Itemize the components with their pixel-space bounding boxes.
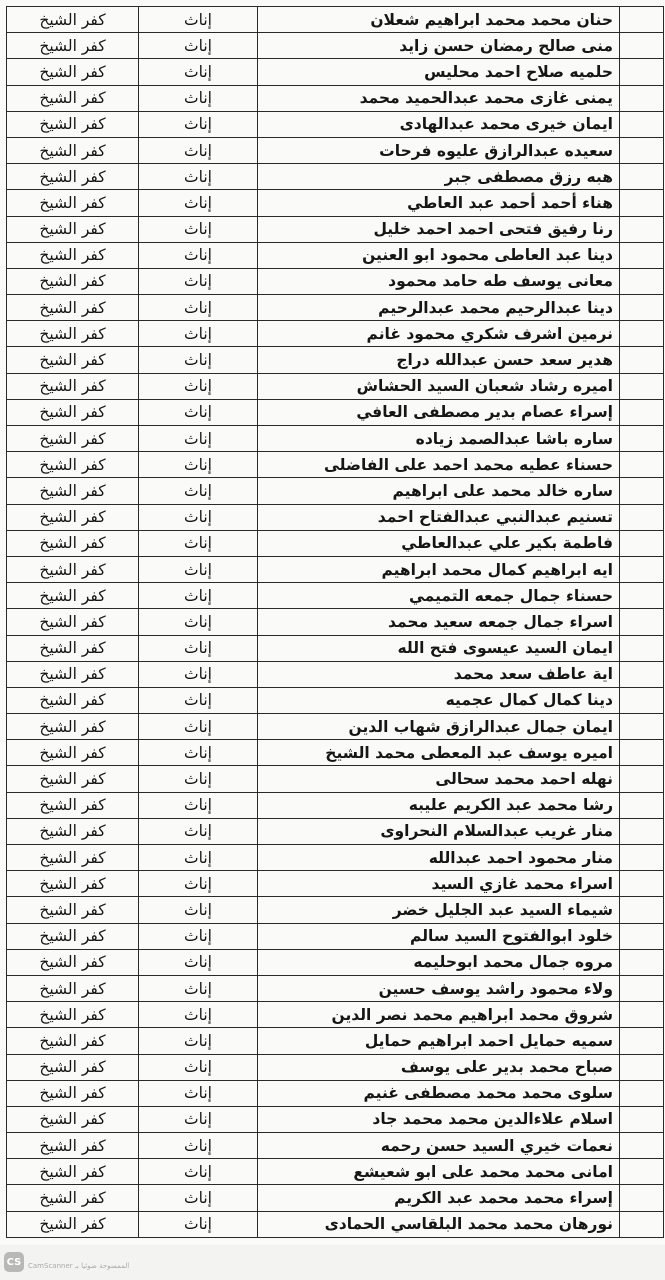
blank-cell [620,766,664,792]
city-cell: كفر الشيخ [7,373,139,399]
blank-cell [620,1028,664,1054]
blank-cell [620,583,664,609]
city-cell: كفر الشيخ [7,714,139,740]
table-row [7,190,664,216]
gender-cell: إناث [139,137,258,163]
blank-cell [620,373,664,399]
table-row [7,1054,664,1080]
name-cell: ايمان جمال عبدالرازق شهاب الدين [258,714,620,740]
gender-cell: إناث [139,556,258,582]
name-cell: ايمان خيرى محمد عبدالهادى [258,111,620,137]
blank-cell [620,530,664,556]
blank-cell [620,452,664,478]
city-cell: كفر الشيخ [7,33,139,59]
camscanner-logo-icon: CS [4,1252,24,1272]
gender-cell: إناث [139,33,258,59]
table-row [7,59,664,85]
name-cell: صباح محمد بدير على يوسف [258,1054,620,1080]
blank-cell [620,661,664,687]
table-row [7,7,664,33]
table-row [7,268,664,294]
table-row [7,609,664,635]
gender-cell: إناث [139,85,258,111]
city-cell: كفر الشيخ [7,897,139,923]
city-cell: كفر الشيخ [7,426,139,452]
gender-cell: إناث [139,1185,258,1211]
city-cell: كفر الشيخ [7,268,139,294]
gender-cell: إناث [139,295,258,321]
gender-cell: إناث [139,111,258,137]
blank-cell [620,975,664,1001]
name-cell: نورهان محمد محمد البلقاسي الحمادى [258,1211,620,1237]
table-row [7,242,664,268]
gender-cell: إناث [139,766,258,792]
blank-cell [620,33,664,59]
roster-body [7,7,664,1238]
city-cell: كفر الشيخ [7,661,139,687]
city-cell: كفر الشيخ [7,1106,139,1132]
name-cell: دينا عبد العاطى محمود ابو العنين [258,242,620,268]
table-row [7,661,664,687]
blank-cell [620,1106,664,1132]
blank-cell [620,399,664,425]
blank-cell [620,478,664,504]
table-row [7,452,664,478]
blank-cell [620,268,664,294]
blank-cell [620,845,664,871]
gender-cell: إناث [139,347,258,373]
table-row [7,478,664,504]
name-cell: نهله احمد محمد سحالى [258,766,620,792]
table-row [7,347,664,373]
table-row [7,871,664,897]
name-cell: اسراء محمد غازي السيد [258,871,620,897]
gender-cell: إناث [139,583,258,609]
gender-cell: إناث [139,426,258,452]
blank-cell [620,1211,664,1237]
table-row [7,975,664,1001]
name-cell: خلود ابوالفتوح السيد سالم [258,923,620,949]
blank-cell [620,949,664,975]
city-cell: كفر الشيخ [7,7,139,33]
blank-cell [620,635,664,661]
table-row [7,295,664,321]
blank-cell [620,1002,664,1028]
name-cell: يمنى غازى محمد عبدالحميد محمد [258,85,620,111]
table-row [7,949,664,975]
gender-cell: إناث [139,975,258,1001]
name-cell: معانى يوسف طه حامد محمود [258,268,620,294]
city-cell: كفر الشيخ [7,504,139,530]
city-cell: كفر الشيخ [7,635,139,661]
name-cell: اميره يوسف عبد المعطى محمد الشيخ [258,740,620,766]
name-cell: فاطمة بكير علي عبدالعاطي [258,530,620,556]
blank-cell [620,923,664,949]
name-cell: دينا عبدالرحيم محمد عبدالرحيم [258,295,620,321]
gender-cell: إناث [139,1211,258,1237]
city-cell: كفر الشيخ [7,818,139,844]
table-row [7,897,664,923]
gender-cell: إناث [139,687,258,713]
name-cell: شيماء السيد عبد الجليل خضر [258,897,620,923]
blank-cell [620,740,664,766]
name-cell: ولاء محمود راشد يوسف حسين [258,975,620,1001]
name-cell: حسناء عطيه محمد احمد على الفاضلى [258,452,620,478]
name-cell: هدير سعد حسن عبدالله دراج [258,347,620,373]
city-cell: كفر الشيخ [7,1133,139,1159]
table-row [7,845,664,871]
gender-cell: إناث [139,714,258,740]
gender-cell: إناث [139,530,258,556]
gender-cell: إناث [139,1002,258,1028]
name-cell: اسلام علاءالدين محمد محمد جاد [258,1106,620,1132]
blank-cell [620,242,664,268]
gender-cell: إناث [139,1159,258,1185]
table-row [7,85,664,111]
name-cell: رنا رفيق فتحى احمد احمد خليل [258,216,620,242]
table-row [7,399,664,425]
city-cell: كفر الشيخ [7,556,139,582]
blank-cell [620,216,664,242]
blank-cell [620,426,664,452]
blank-cell [620,347,664,373]
gender-cell: إناث [139,845,258,871]
blank-cell [620,897,664,923]
gender-cell: إناث [139,216,258,242]
table-row [7,216,664,242]
table-row [7,1106,664,1132]
table-row [7,792,664,818]
blank-cell [620,321,664,347]
name-cell: نعمات خيري السيد حسن رحمه [258,1133,620,1159]
table-row [7,1002,664,1028]
gender-cell: إناث [139,373,258,399]
name-cell: سلوى محمد محمد مصطفى غنيم [258,1080,620,1106]
gender-cell: إناث [139,1133,258,1159]
city-cell: كفر الشيخ [7,295,139,321]
name-cell: منى صالح رمضان حسن زايد [258,33,620,59]
city-cell: كفر الشيخ [7,478,139,504]
city-cell: كفر الشيخ [7,871,139,897]
city-cell: كفر الشيخ [7,583,139,609]
table-row [7,164,664,190]
gender-cell: إناث [139,818,258,844]
gender-cell: إناث [139,399,258,425]
blank-cell [620,1080,664,1106]
gender-cell: إناث [139,1080,258,1106]
name-cell: سميه حمايل احمد ابراهيم حمايل [258,1028,620,1054]
gender-cell: إناث [139,7,258,33]
name-cell: ساره خالد محمد على ابراهيم [258,478,620,504]
name-cell: دينا كمال كمال عجميه [258,687,620,713]
city-cell: كفر الشيخ [7,216,139,242]
gender-cell: إناث [139,321,258,347]
roster-table [6,6,664,1238]
city-cell: كفر الشيخ [7,1211,139,1237]
city-cell: كفر الشيخ [7,687,139,713]
name-cell: منار محمود احمد عبدالله [258,845,620,871]
blank-cell [620,871,664,897]
name-cell: تسنيم عبدالنبي عبدالفتاح احمد [258,504,620,530]
city-cell: كفر الشيخ [7,59,139,85]
gender-cell: إناث [139,871,258,897]
blank-cell [620,504,664,530]
blank-cell [620,137,664,163]
gender-cell: إناث [139,923,258,949]
blank-cell [620,7,664,33]
name-cell: حنان محمد محمد ابراهيم شعلان [258,7,620,33]
city-cell: كفر الشيخ [7,164,139,190]
city-cell: كفر الشيخ [7,1080,139,1106]
gender-cell: إناث [139,949,258,975]
scanner-footer [0,1245,665,1280]
table-row [7,1133,664,1159]
city-cell: كفر الشيخ [7,321,139,347]
table-row [7,556,664,582]
table-row [7,1159,664,1185]
city-cell: كفر الشيخ [7,1002,139,1028]
gender-cell: إناث [139,504,258,530]
name-cell: إسراء عصام بدير مصطفى العافي [258,399,620,425]
city-cell: كفر الشيخ [7,740,139,766]
city-cell: كفر الشيخ [7,923,139,949]
gender-cell: إناث [139,478,258,504]
city-cell: كفر الشيخ [7,399,139,425]
gender-cell: إناث [139,635,258,661]
table-row [7,321,664,347]
table-row [7,504,664,530]
city-cell: كفر الشيخ [7,530,139,556]
city-cell: كفر الشيخ [7,1054,139,1080]
table-row [7,923,664,949]
table-row [7,1185,664,1211]
gender-cell: إناث [139,452,258,478]
city-cell: كفر الشيخ [7,111,139,137]
blank-cell [620,1185,664,1211]
table-row [7,111,664,137]
blank-cell [620,111,664,137]
name-cell: هبه رزق مصطفى جبر [258,164,620,190]
name-cell: حسناء جمال جمعه التميمي [258,583,620,609]
name-cell: ايمان السيد عيسوى فتح الله [258,635,620,661]
city-cell: كفر الشيخ [7,792,139,818]
city-cell: كفر الشيخ [7,452,139,478]
blank-cell [620,295,664,321]
gender-cell: إناث [139,1054,258,1080]
gender-cell: إناث [139,1106,258,1132]
blank-cell [620,818,664,844]
name-cell: اية عاطف سعد محمد [258,661,620,687]
blank-cell [620,1054,664,1080]
blank-cell [620,1133,664,1159]
gender-cell: إناث [139,242,258,268]
table-row [7,33,664,59]
table-row [7,687,664,713]
name-cell: سعيده عبدالرازق عليوه فرحات [258,137,620,163]
table-row [7,137,664,163]
city-cell: كفر الشيخ [7,949,139,975]
name-cell: شروق محمد ابراهيم محمد نصر الدين [258,1002,620,1028]
city-cell: كفر الشيخ [7,1028,139,1054]
blank-cell [620,556,664,582]
table-row [7,1028,664,1054]
table-row [7,373,664,399]
table-row [7,426,664,452]
table-row [7,530,664,556]
city-cell: كفر الشيخ [7,85,139,111]
table-row [7,583,664,609]
city-cell: كفر الشيخ [7,137,139,163]
city-cell: كفر الشيخ [7,1159,139,1185]
name-cell: إسراء محمد محمد عبد الكريم [258,1185,620,1211]
city-cell: كفر الشيخ [7,975,139,1001]
gender-cell: إناث [139,268,258,294]
gender-cell: إناث [139,661,258,687]
city-cell: كفر الشيخ [7,242,139,268]
blank-cell [620,714,664,740]
blank-cell [620,792,664,818]
blank-cell [620,190,664,216]
gender-cell: إناث [139,164,258,190]
table-row [7,740,664,766]
table-row [7,766,664,792]
blank-cell [620,687,664,713]
blank-cell [620,59,664,85]
name-cell: اميره رشاد شعبان السيد الحشاش [258,373,620,399]
city-cell: كفر الشيخ [7,190,139,216]
name-cell: امانى محمد محمد على ابو شعيشع [258,1159,620,1185]
city-cell: كفر الشيخ [7,1185,139,1211]
name-cell: اسراء جمال جمعه سعيد محمد [258,609,620,635]
table-row [7,635,664,661]
city-cell: كفر الشيخ [7,766,139,792]
name-cell: مروه جمال محمد ابوحليمه [258,949,620,975]
table-row [7,714,664,740]
city-cell: كفر الشيخ [7,845,139,871]
name-cell: هناء أحمد أحمد عبد العاطي [258,190,620,216]
gender-cell: إناث [139,897,258,923]
table-row [7,1080,664,1106]
gender-cell: إناث [139,59,258,85]
gender-cell: إناث [139,1028,258,1054]
table-row [7,1211,664,1237]
city-cell: كفر الشيخ [7,609,139,635]
name-cell: نرمين اشرف شكري محمود غانم [258,321,620,347]
name-cell: منار غريب عبدالسلام النحراوى [258,818,620,844]
scanner-watermark: CamScanner الممسوحة ضوئيا بـ [28,1262,130,1270]
blank-cell [620,1159,664,1185]
blank-cell [620,609,664,635]
name-cell: حلميه صلاح احمد محليس [258,59,620,85]
name-cell: ساره باشا عبدالصمد زياده [258,426,620,452]
gender-cell: إناث [139,190,258,216]
gender-cell: إناث [139,740,258,766]
city-cell: كفر الشيخ [7,347,139,373]
table-row [7,818,664,844]
blank-cell [620,85,664,111]
blank-cell [620,164,664,190]
name-cell: رشا محمد عبد الكريم عليبه [258,792,620,818]
gender-cell: إناث [139,792,258,818]
gender-cell: إناث [139,609,258,635]
name-cell: ايه ابراهيم كمال محمد ابراهيم [258,556,620,582]
